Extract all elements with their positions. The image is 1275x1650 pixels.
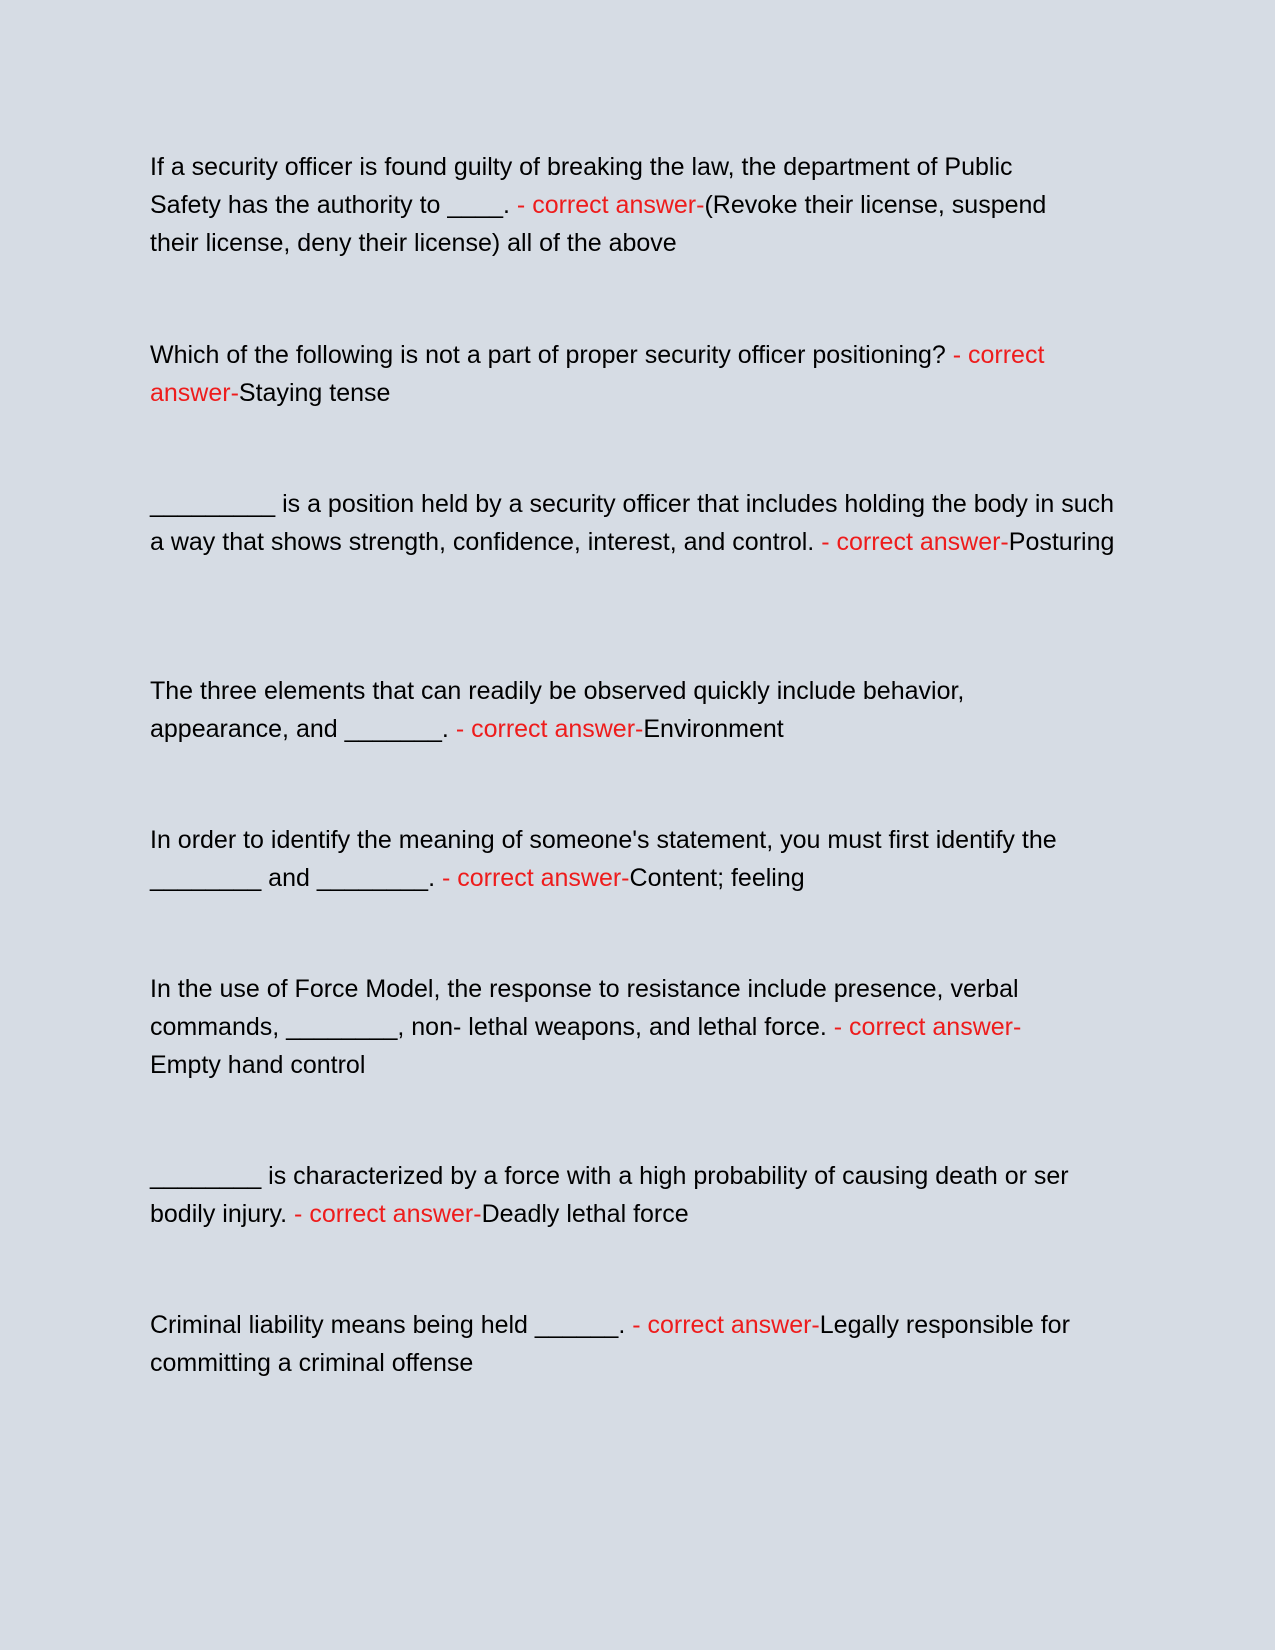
answer-text: Posturing bbox=[1008, 528, 1115, 556]
question-text: In the use of Force Model, the response to resistance include presence, verbal commands, ________, non- lethal weapons, and lethal force. bbox=[150, 975, 1019, 1041]
correct-answer-marker: - correct answer- bbox=[516, 191, 705, 219]
qa-item-8 bbox=[150, 1306, 1090, 1382]
correct-answer-marker: - correct answer- bbox=[455, 715, 644, 743]
answer-text: Staying tense bbox=[238, 379, 391, 407]
correct-answer-marker: - correct answer- bbox=[150, 341, 1045, 407]
answer-text: Environment bbox=[643, 715, 784, 743]
correct-answer-marker: - correct answer- bbox=[294, 1200, 482, 1228]
correct-answer-marker: - correct answer- bbox=[833, 1013, 1022, 1041]
correct-answer-marker: - correct answer- bbox=[441, 864, 630, 892]
question-text: ________ is characterized by a force with a high probability of causing death or ser bodily injury. bbox=[150, 1162, 1069, 1228]
qa-item-7 bbox=[150, 1157, 1090, 1233]
question-text: _________ is a position held by a security officer that includes holding the body in such a way that shows strength, confidence, interest, and control. bbox=[150, 490, 1115, 556]
question-text: If a security officer is found guilty of breaking the law, the department of Public Safety has the authority to ____. bbox=[150, 153, 1013, 219]
correct-answer-marker: - correct answer- bbox=[632, 1311, 820, 1339]
qa-item-4 bbox=[150, 672, 1080, 748]
question-text: In order to identify the meaning of someone's statement, you must first identify the ________ and ________. bbox=[150, 826, 1057, 892]
answer-text: Legally responsible for committing a criminal offense bbox=[150, 1311, 1070, 1377]
question-text: Criminal liability means being held ______. bbox=[150, 1311, 633, 1339]
answer-text: Empty hand control bbox=[150, 1051, 366, 1079]
qa-item-6 bbox=[150, 970, 1090, 1084]
qa-item-1 bbox=[150, 148, 1080, 262]
question-text: Which of the following is not a part of proper security officer positioning? bbox=[150, 341, 953, 369]
answer-text: Content; feeling bbox=[629, 864, 805, 892]
qa-item-3 bbox=[150, 485, 1130, 561]
answer-text: Deadly lethal force bbox=[481, 1200, 689, 1228]
correct-answer-marker: - correct answer- bbox=[821, 528, 1009, 556]
question-text: The three elements that can readily be observed quickly include behavior, appearance, and _______. bbox=[150, 677, 965, 743]
qa-item-2 bbox=[150, 336, 1050, 412]
qa-item-5 bbox=[150, 821, 1080, 897]
answer-text: (Revoke their license, suspend their license, deny their license) all of the above bbox=[150, 191, 1047, 257]
